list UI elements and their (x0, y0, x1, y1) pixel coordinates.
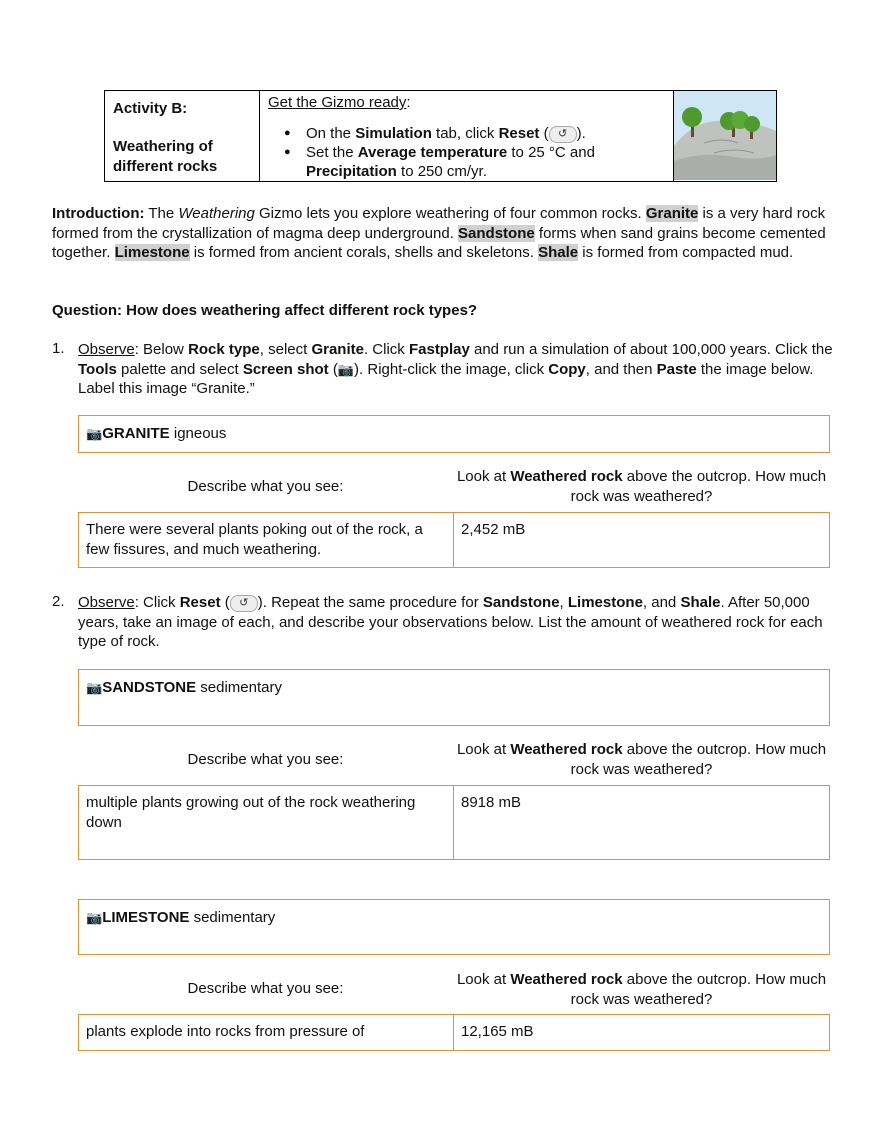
gizmo-ready-cell: Get the Gizmo ready: ● On the Simulation tab, click Reset ( ↺ ). ● Set the Average temperature to 25 °C and Precipitation to 250 cm/yr. (260, 91, 674, 181)
activity-subtitle-2: different rocks (113, 158, 218, 175)
q2-instructions: Observe: Click Reset ( ↺ ). Repeat the same procedure for Sandstone, Limestone, and Shale. After 50,000 years, take an image of each, and describe your observations below. List the amount of weathered rock for each type of rock. (78, 594, 823, 650)
granite-description[interactable]: There were several plants poking out of the rock, a few fissures, and much weathering. (79, 513, 454, 567)
camera-icon: 📷 (86, 910, 103, 925)
limestone-amount[interactable]: 12,165 mB (461, 1023, 534, 1040)
activity-label: Activity B: (113, 100, 188, 117)
camera-icon: 📷 (337, 361, 355, 377)
describe-label: Describe what you see: (187, 478, 344, 495)
q1-number: 1. (52, 340, 65, 357)
limestone-description[interactable]: plants explode into rocks from pressure of (79, 1015, 454, 1050)
camera-icon: 📷 (86, 426, 103, 441)
limestone-image-box[interactable]: 📷LIMESTONE sedimentary (78, 899, 830, 955)
introduction-paragraph: Introduction: The Weathering Gizmo lets you explore weathering of four common rocks. Granite is a very hard rock formed from the crystallization of magma deep underground. Sandstone forms when sand grains become cemented together. Limestone is formed from ancient corals, shells and skeletons. Shale is formed from compacted mud. (52, 205, 826, 261)
granite-answer-row (78, 512, 830, 568)
sandstone-description[interactable]: multiple plants growing out of the rock weathering down (79, 786, 454, 859)
camera-icon: 📷 (86, 680, 103, 695)
setup-bullet-1: ● On the Simulation tab, click Reset ( ↺ ). (268, 124, 665, 143)
reset-icon: ↺ (230, 595, 258, 612)
limestone-answer-row (78, 1014, 830, 1051)
sandstone-amount[interactable]: 8918 mB (461, 794, 522, 811)
gizmo-ready-heading: Get the Gizmo ready (268, 94, 407, 111)
activity-subtitle-1: Weathering of (113, 138, 213, 155)
sandstone-image-box[interactable]: 📷SANDSTONE sedimentary (78, 669, 830, 726)
describe-label: Describe what you see: (187, 751, 344, 768)
weathered-question: Look at Weathered rock above the outcrop. How much rock was weathered? (456, 468, 827, 505)
q1-instructions: Observe: Below Rock type, select Granite. Click Fastplay and run a simulation of about 100,000 years. Click the Tools palette and select Screen shot (📷). Right-click the image, click Copy, and then Paste the image below. Label this image “Granite.” (78, 341, 833, 397)
q2-number: 2. (52, 593, 65, 610)
weathered-question: Look at Weathered rock above the outcrop. How much rock was weathered? (456, 971, 827, 1008)
setup-bullet-2: ● Set the Average temperature to 25 °C and Precipitation to 250 cm/yr. (268, 143, 665, 181)
weathered-question: Look at Weathered rock above the outcrop. How much rock was weathered? (456, 741, 827, 778)
activity-title-cell (105, 91, 260, 181)
main-question: Question: How does weathering affect different rock types? (52, 302, 478, 319)
granite-amount[interactable]: 2,452 mB (461, 521, 526, 538)
sandstone-answer-row (78, 785, 830, 860)
granite-image-box[interactable]: 📷GRANITE igneous (78, 415, 830, 453)
gizmo-thumbnail (674, 91, 776, 181)
reset-icon: ↺ (549, 126, 577, 143)
activity-header-table (104, 90, 777, 182)
describe-label: Describe what you see: (187, 980, 344, 997)
